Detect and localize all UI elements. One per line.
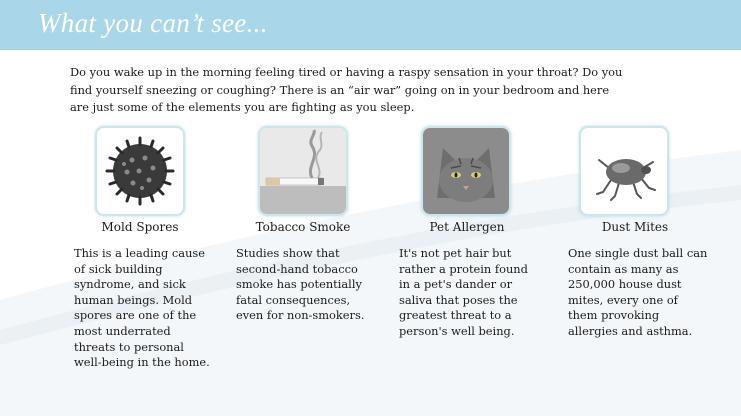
mold-spore-icon bbox=[95, 126, 185, 216]
card-title: Mold Spores bbox=[101, 220, 179, 234]
page-title: What you can’t see... bbox=[38, 8, 268, 38]
allergen-card-mold-spores bbox=[70, 126, 210, 370]
card-title: Tobacco Smoke bbox=[255, 220, 351, 234]
allergen-card-tobacco-smoke bbox=[233, 126, 373, 323]
card-description: One single dust ball can contain as many as 250,000 house dust mites, every one of them provoking allergies and asthma. bbox=[568, 246, 708, 338]
allergen-card-dust-mites bbox=[565, 126, 708, 338]
allergen-card-pet-allergen bbox=[397, 126, 537, 338]
header-banner bbox=[0, 0, 741, 50]
intro-paragraph: Do you wake up in the morning feeling tired or having a raspy sensation in your throat? Do you find yourself sneezing or coughing? There is an “air war” going on in your bedroom and here are just some of the elements you are fighting as you sleep. bbox=[70, 65, 623, 114]
card-title: Pet Allergen bbox=[429, 220, 505, 234]
card-description: It's not pet hair but rather a protein found in a pet's dander or saliva that poses the greatest threat to a person's well being. bbox=[399, 246, 528, 338]
cigarette-smoke-icon bbox=[258, 126, 348, 216]
card-title: Dust Mites bbox=[601, 220, 669, 234]
card-description: Studies show that second-hand tobacco smoke has potentially fatal consequences, even for non-smokers. bbox=[236, 246, 365, 323]
card-description: This is a leading cause of sick building syndrome, and sick human beings. Mold spores are one of the most underrated threats to personal well-being in the home. bbox=[74, 246, 210, 370]
cat-icon bbox=[421, 126, 511, 216]
dust-mite-icon bbox=[579, 126, 669, 216]
